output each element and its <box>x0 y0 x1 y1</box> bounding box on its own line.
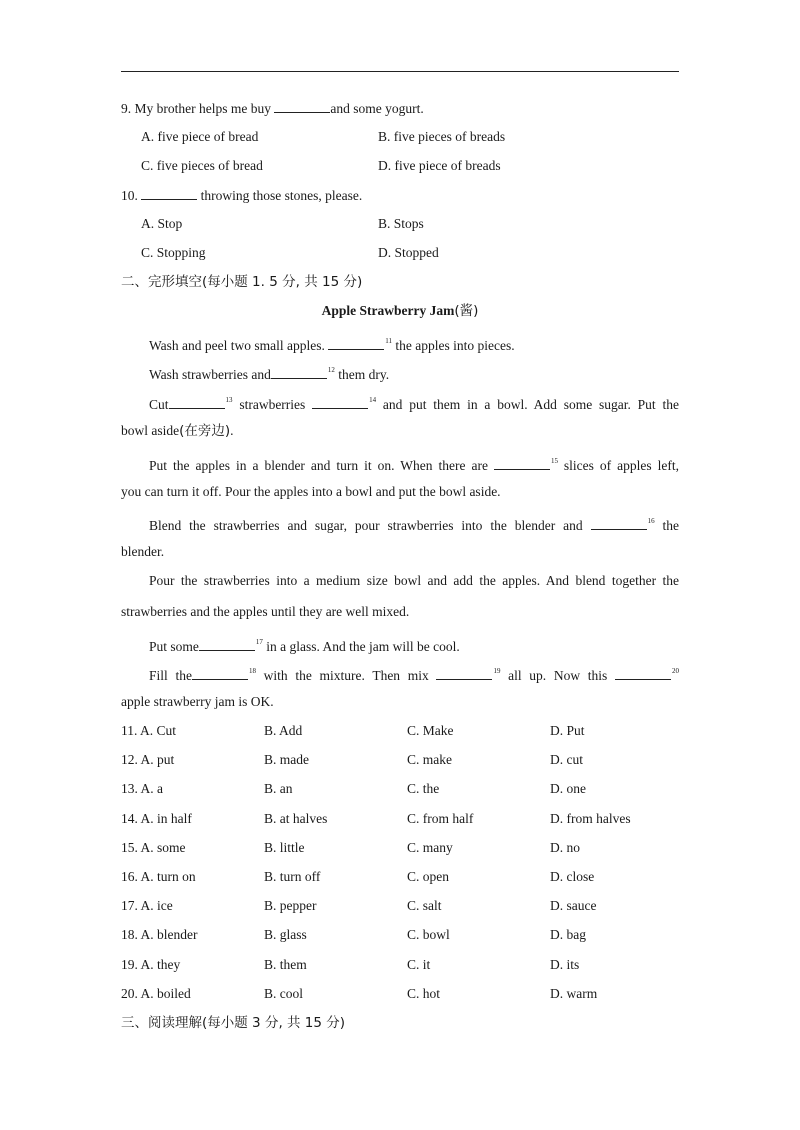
paragraph-line: blender. <box>121 544 165 559</box>
choice-option-d: D. close <box>550 869 595 884</box>
text: . <box>230 423 234 438</box>
choice-option-d: D. sauce <box>550 898 597 913</box>
text: Put some <box>149 639 199 654</box>
text: Blend the strawberries and sugar, pour strawberries into the blender and <box>149 518 591 533</box>
blank-number: 14 <box>369 396 377 404</box>
text: in a glass. And the jam will be cool. <box>262 639 460 654</box>
text: the <box>654 518 679 533</box>
paragraph <box>121 634 679 655</box>
text: Wash strawberries and <box>149 367 271 382</box>
option-a: A. Stop <box>141 216 183 231</box>
paragraph <box>121 513 679 534</box>
choice-option-d: D. from halves <box>550 811 631 826</box>
choice-option-c: C. many <box>407 840 453 855</box>
choice-option-b: B. little <box>264 840 305 855</box>
blank-number: 12 <box>327 366 335 374</box>
title-en: Apple Strawberry Jam <box>321 303 455 318</box>
choice-option-b: B. them <box>264 957 307 972</box>
paragraph-line: you can turn it off. Pour the apples into a bowl and put the bowl aside. <box>121 484 501 499</box>
blank-number: 20 <box>672 667 679 675</box>
choice-row-option-a: 13. A. a <box>121 781 163 796</box>
option-b: B. five pieces of breads <box>378 129 506 144</box>
option-d: D. five piece of breads <box>378 158 501 173</box>
choice-option-b: B. pepper <box>264 898 317 913</box>
option-a: A. five piece of bread <box>141 129 259 144</box>
answer-blank <box>591 517 647 530</box>
question-text: and some yogurt. <box>330 101 424 116</box>
text: with the mixture. Then mix <box>255 668 437 683</box>
text: Fill the <box>149 668 192 683</box>
choice-row-option-a: 17. A. ice <box>121 898 173 913</box>
paragraph-line: apple strawberry jam is OK. <box>121 694 274 709</box>
choice-option-b: B. cool <box>264 986 303 1001</box>
text: bowl aside <box>121 423 180 438</box>
choice-option-d: D. one <box>550 781 586 796</box>
blank-number: 16 <box>647 517 655 525</box>
choice-row-option-a: 15. A. some <box>121 840 186 855</box>
text: Wash and peel two small apples. <box>149 338 329 353</box>
question-text: 10. <box>121 188 142 203</box>
choice-option-b: B. an <box>264 781 293 796</box>
header-rule <box>121 71 679 72</box>
blank-number: 13 <box>225 396 233 404</box>
choice-option-c: C. the <box>407 781 440 796</box>
option-c: C. five pieces of bread <box>141 158 263 173</box>
choice-option-c: C. Make <box>407 723 454 738</box>
choice-option-b: B. made <box>264 752 309 767</box>
paragraph <box>121 392 679 413</box>
choice-option-d: D. its <box>550 957 580 972</box>
text: Put the apples in a blender and turn it on. When there are <box>149 458 494 473</box>
text: strawberries <box>232 397 313 412</box>
question-9 <box>121 100 424 117</box>
answer-blank <box>199 638 255 651</box>
option-c: C. Stopping <box>141 245 206 260</box>
choice-option-b: B. turn off <box>264 869 321 884</box>
text: slices of apples left, <box>557 458 679 473</box>
answer-blank <box>436 667 492 680</box>
choice-option-c: C. salt <box>407 898 442 913</box>
choice-option-d: D. warm <box>550 986 598 1001</box>
paragraph <box>121 362 679 383</box>
choice-row-option-a: 14. A. in half <box>121 811 192 826</box>
option-d: D. Stopped <box>378 245 439 260</box>
answer-blank <box>274 100 330 113</box>
choice-row-option-a: 18. A. blender <box>121 927 198 942</box>
choice-option-b: B. at halves <box>264 811 328 826</box>
blank-number: 15 <box>550 457 558 465</box>
text: Cut <box>149 397 169 412</box>
choice-option-d: D. no <box>550 840 580 855</box>
option-b: B. Stops <box>378 216 424 231</box>
answer-blank <box>615 667 671 680</box>
choice-option-c: C. it <box>407 957 431 972</box>
choice-row-option-a: 12. A. put <box>121 752 175 767</box>
choice-option-b: B. Add <box>264 723 303 738</box>
blank-number: 17 <box>255 638 263 646</box>
paragraph-line: strawberries and the apples until they are well mixed. <box>121 604 410 619</box>
choice-option-c: C. make <box>407 752 452 767</box>
title-cn: (酱) <box>454 303 479 319</box>
text-cn: (在旁边) <box>179 423 231 439</box>
answer-blank <box>312 396 368 409</box>
choice-row-option-a: 16. A. turn on <box>121 869 196 884</box>
blank-number: 19 <box>493 667 501 675</box>
paragraph <box>121 453 679 474</box>
choice-option-b: B. glass <box>264 927 307 942</box>
question-text: throwing those stones, please. <box>197 188 363 203</box>
answer-blank <box>494 457 550 470</box>
choice-option-c: C. from half <box>407 811 474 826</box>
text: the apples into pieces. <box>392 338 515 353</box>
answer-blank <box>192 667 248 680</box>
choice-option-d: D. Put <box>550 723 585 738</box>
text: them dry. <box>334 367 390 382</box>
section-heading: 二、完形填空(每小题 1. 5 分, 共 15 分) <box>121 274 363 290</box>
answer-blank <box>328 337 384 350</box>
passage-title <box>0 303 800 319</box>
answer-blank <box>141 187 197 200</box>
blank-number: 18 <box>248 667 256 675</box>
paragraph <box>121 333 679 354</box>
choice-option-d: D. cut <box>550 752 583 767</box>
text: and put them in a bowl. Add some sugar. Put the <box>376 397 679 412</box>
answer-blank <box>271 366 327 379</box>
choice-row-option-a: 11. A. Cut <box>121 723 177 738</box>
choice-row-option-a: 20. A. boiled <box>121 986 191 1001</box>
section-heading: 三、阅读理解(每小题 3 分, 共 15 分) <box>121 1015 346 1031</box>
choice-option-d: D. bag <box>550 927 586 942</box>
choice-option-c: C. bowl <box>407 927 450 942</box>
choice-option-c: C. open <box>407 869 449 884</box>
answer-blank <box>169 396 225 409</box>
question-10 <box>121 187 362 204</box>
paragraph <box>121 663 679 684</box>
choice-option-c: C. hot <box>407 986 441 1001</box>
choice-row-option-a: 19. A. they <box>121 957 181 972</box>
paragraph-line <box>121 423 234 439</box>
text: all up. Now this <box>500 668 615 683</box>
blank-number: 11 <box>385 337 392 345</box>
paragraph: Pour the strawberries into a medium size bowl and add the apples. And blend together the <box>149 573 679 588</box>
question-text: 9. My brother helps me buy <box>121 101 275 116</box>
